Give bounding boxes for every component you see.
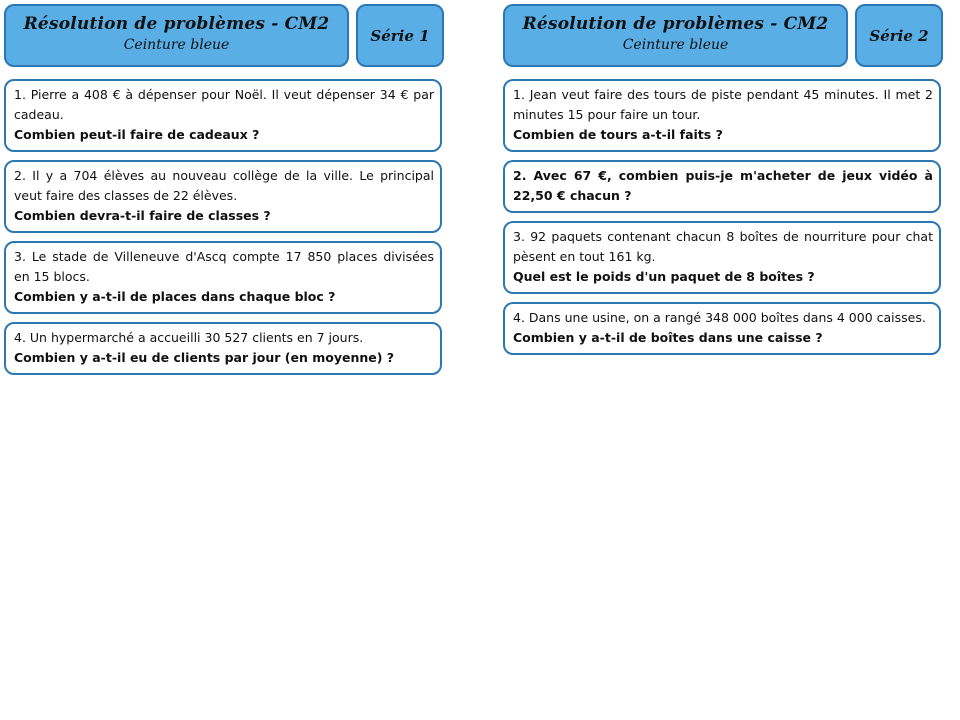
serie-1-problem-2 — [4, 160, 442, 233]
serie-1-problem-1 — [4, 79, 442, 152]
problem-text: 1. Jean veut faire des tours de piste pendant 45 minutes. Il met 2 minutes 15 pour faire un tour. — [513, 87, 933, 122]
serie-2-problem-4 — [503, 302, 941, 355]
serie-2-title: Résolution de problèmes - CM2 — [522, 14, 829, 34]
serie-1-label: Série 1 — [370, 26, 430, 45]
problem-question: Combien y a-t-il de places dans chaque bloc ? — [14, 289, 336, 304]
problem-text: 4. Dans une usine, on a rangé 348 000 boîtes dans 4 000 caisses. — [513, 310, 926, 325]
problem-text: 3. 92 paquets contenant chacun 8 boîtes de nourriture pour chat pèsent en tout 161 kg. — [513, 229, 933, 264]
serie-1-header — [4, 4, 444, 70]
serie-1-title-box — [4, 4, 349, 67]
serie-2-title-box — [503, 4, 848, 67]
serie-2-label: Série 2 — [869, 26, 929, 45]
problem-text: 3. Le stade de Villeneuve d'Ascq compte 17 850 places divisées en 15 blocs. — [14, 249, 434, 284]
serie-2-problem-2 — [503, 160, 941, 213]
problem-text: 2. Il y a 704 élèves au nouveau collège de la ville. Le principal veut faire des classes de 22 élèves. — [14, 168, 434, 203]
serie-2-problem-3 — [503, 221, 941, 294]
problem-text: 1. Pierre a 408 € à dépenser pour Noël. Il veut dépenser 34 € par cadeau. — [14, 87, 434, 122]
serie-2-header — [503, 4, 943, 70]
problem-question: Combien y a-t-il de boîtes dans une caisse ? — [513, 330, 823, 345]
serie-1-column — [4, 4, 444, 383]
serie-2-problem-1 — [503, 79, 941, 152]
serie-1-problem-3 — [4, 241, 442, 314]
serie-2-subtitle: Ceinture bleue — [622, 37, 729, 53]
problem-question: Combien peut-il faire de cadeaux ? — [14, 127, 260, 142]
serie-2-column — [503, 4, 943, 363]
serie-1-subtitle: Ceinture bleue — [123, 37, 230, 53]
problem-question: Combien devra-t-il faire de classes ? — [14, 208, 271, 223]
problem-text: 4. Un hypermarché a accueilli 30 527 clients en 7 jours. — [14, 330, 364, 345]
problem-text: 2. Avec 67 €, combien puis-je m'acheter de jeux vidéo à 22,50 € chacun ? — [513, 168, 933, 203]
serie-1-label-box — [356, 4, 444, 67]
serie-2-label-box — [855, 4, 943, 67]
problem-question: Quel est le poids d'un paquet de 8 boîtes ? — [513, 269, 815, 284]
problem-question: Combien y a-t-il eu de clients par jour (en moyenne) ? — [14, 350, 395, 365]
problem-question: Combien de tours a-t-il faits ? — [513, 127, 723, 142]
serie-1-problem-4 — [4, 322, 442, 375]
serie-1-title: Résolution de problèmes - CM2 — [23, 14, 330, 34]
